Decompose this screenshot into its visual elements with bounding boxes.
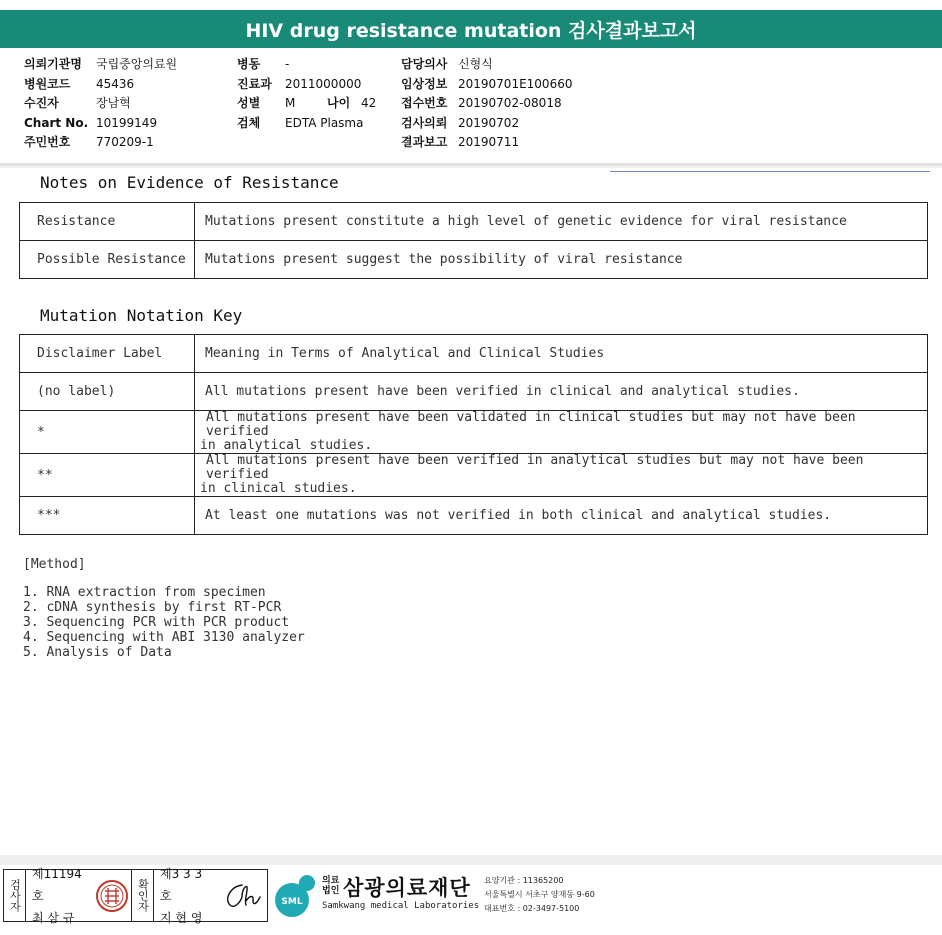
method-step: 5. Analysis of Data bbox=[23, 645, 172, 660]
meaning-line: in analytical studies. bbox=[200, 438, 373, 453]
meaning-line: All mutations present have been verified in analytical studies but may not have been verified bbox=[206, 453, 864, 482]
accent-line bbox=[610, 171, 930, 172]
field-label: 접수번호 bbox=[401, 96, 448, 110]
notation-label: (no label) bbox=[20, 373, 195, 411]
evidence-section-title: Notes on Evidence of Resistance bbox=[40, 173, 339, 192]
field-label: 병동 bbox=[237, 57, 261, 71]
field-label: 나이 bbox=[327, 96, 351, 110]
column-header-meaning: Meaning in Terms of Analytical and Clinical Studies bbox=[195, 335, 928, 373]
org-info bbox=[484, 874, 595, 916]
notation-meaning bbox=[195, 454, 928, 497]
seal-icon bbox=[95, 879, 129, 913]
notation-label: *** bbox=[20, 497, 195, 535]
notation-meaning: At least one mutations was not verified in both clinical and analytical studies. bbox=[195, 497, 928, 535]
meaning-line: All mutations present have been validated in clinical studies but may not have been verified bbox=[206, 410, 856, 439]
confirmer-name: 지 현 영 bbox=[160, 910, 203, 925]
method-title: [Method] bbox=[23, 557, 86, 572]
evidence-meaning: Mutations present constitute a high level of genetic evidence for viral resistance bbox=[195, 203, 928, 241]
evidence-term: Possible Resistance bbox=[20, 241, 195, 279]
field-value: 장남혁 bbox=[96, 96, 131, 110]
field-physician bbox=[401, 55, 572, 75]
table-row bbox=[20, 411, 928, 454]
field-value: 20190711 bbox=[458, 135, 520, 149]
field-value: 2011000000 bbox=[285, 76, 362, 91]
org-english-name: Samkwang medical Laboratories bbox=[322, 901, 480, 911]
field-value: 770209-1 bbox=[96, 135, 154, 149]
field-hospital-code bbox=[24, 75, 177, 95]
patient-info-col3 bbox=[401, 55, 572, 153]
field-chart-no bbox=[24, 114, 177, 134]
field-result-report bbox=[401, 133, 572, 153]
field-label: 병원코드 bbox=[24, 76, 71, 91]
field-resident-no bbox=[24, 133, 177, 153]
table-row bbox=[20, 203, 928, 241]
column-header-label: Disclaimer Label bbox=[20, 335, 195, 373]
table-row bbox=[20, 497, 928, 535]
field-value: 20190702-08018 bbox=[458, 96, 562, 110]
inspector-name: 최 삼 규 bbox=[32, 910, 75, 925]
notation-table bbox=[19, 334, 928, 535]
confirmer-label bbox=[132, 870, 154, 921]
org-phone: 대표번호 : 02-3497-5100 bbox=[484, 904, 580, 913]
field-label: 의뢰기관명 bbox=[24, 57, 82, 71]
confirmer-license-no: 제3 3 3 호 bbox=[160, 866, 203, 903]
field-clinical-info bbox=[401, 75, 572, 95]
field-label: 검사의뢰 bbox=[401, 115, 448, 130]
field-value: EDTA Plasma bbox=[285, 115, 364, 130]
notation-meaning bbox=[195, 411, 928, 454]
inspector-label-text: 검사자 bbox=[8, 879, 22, 912]
field-label: 검체 bbox=[237, 115, 261, 130]
notation-section-title: Mutation Notation Key bbox=[40, 306, 243, 325]
field-label: Chart No. bbox=[24, 115, 89, 130]
table-row bbox=[20, 241, 928, 279]
field-patient-name bbox=[24, 94, 177, 114]
field-specimen bbox=[237, 114, 376, 134]
confirmer-cell bbox=[154, 866, 216, 925]
sml-logo-icon bbox=[272, 872, 318, 920]
org-code: 요양기관 : 11365200 bbox=[484, 876, 564, 885]
field-value: M bbox=[285, 96, 296, 110]
meaning-line: in clinical studies. bbox=[200, 481, 357, 496]
field-value: 신형식 bbox=[458, 57, 493, 71]
patient-info-col1 bbox=[24, 55, 177, 153]
field-value: 20190701E100660 bbox=[458, 76, 573, 91]
field-label: 성별 bbox=[237, 96, 261, 110]
signature-box bbox=[3, 866, 268, 925]
method-step: 2. cDNA synthesis by first RT-PCR bbox=[23, 600, 282, 615]
confirmer-label-text: 확인자 bbox=[136, 879, 150, 912]
inspector-label bbox=[4, 870, 26, 921]
field-value: 42 bbox=[361, 96, 377, 110]
field-value: 10199149 bbox=[96, 115, 158, 130]
field-test-request bbox=[401, 114, 572, 134]
field-label: 주민번호 bbox=[24, 135, 71, 149]
report-title: HIV drug resistance mutation 검사결과보고서 bbox=[0, 10, 942, 48]
field-receipt-no bbox=[401, 94, 572, 114]
table-row bbox=[20, 373, 928, 411]
notation-label: ** bbox=[20, 454, 195, 497]
field-label: 결과보고 bbox=[401, 135, 448, 149]
evidence-table bbox=[19, 202, 928, 279]
header-divider-shadow bbox=[0, 166, 942, 168]
field-label: 담당의사 bbox=[401, 57, 448, 71]
logo-text: SML bbox=[281, 897, 303, 907]
table-header-row bbox=[20, 335, 928, 373]
field-value: 국립중앙의료원 bbox=[96, 57, 178, 71]
inspector-cell bbox=[26, 866, 92, 925]
method-step: 4. Sequencing with ABI 3130 analyzer bbox=[23, 630, 305, 645]
org-type: 의료법인 bbox=[322, 876, 340, 896]
patient-info-col2 bbox=[237, 55, 376, 133]
field-value: 45436 bbox=[96, 76, 135, 91]
field-value: - bbox=[285, 57, 290, 71]
field-label: 진료과 bbox=[237, 76, 272, 91]
field-value: 20190702 bbox=[458, 115, 520, 130]
inspector-license-no: 제11194호 bbox=[32, 866, 82, 903]
method-step: 1. RNA extraction from specimen bbox=[23, 585, 266, 600]
evidence-meaning: Mutations present suggest the possibility of viral resistance bbox=[195, 241, 928, 279]
org-name: 삼광의료재단 bbox=[343, 876, 471, 900]
field-sex-age bbox=[237, 94, 376, 114]
evidence-term: Resistance bbox=[20, 203, 195, 241]
notation-label: * bbox=[20, 411, 195, 454]
signature-icon bbox=[216, 870, 267, 921]
field-ward bbox=[237, 55, 376, 75]
method-section bbox=[23, 557, 305, 660]
field-label: 수진자 bbox=[24, 96, 59, 110]
table-row bbox=[20, 454, 928, 497]
method-step: 3. Sequencing PCR with PCR product bbox=[23, 615, 290, 630]
notation-meaning: All mutations present have been verified in clinical and analytical studies. bbox=[195, 373, 928, 411]
org-address: 서울특별시 서초구 양재동 9-60 bbox=[484, 890, 595, 899]
field-department bbox=[237, 75, 376, 95]
footer-divider bbox=[0, 855, 942, 865]
seal-stamp bbox=[92, 870, 132, 921]
field-institution bbox=[24, 55, 177, 75]
field-label: 임상정보 bbox=[401, 76, 448, 91]
